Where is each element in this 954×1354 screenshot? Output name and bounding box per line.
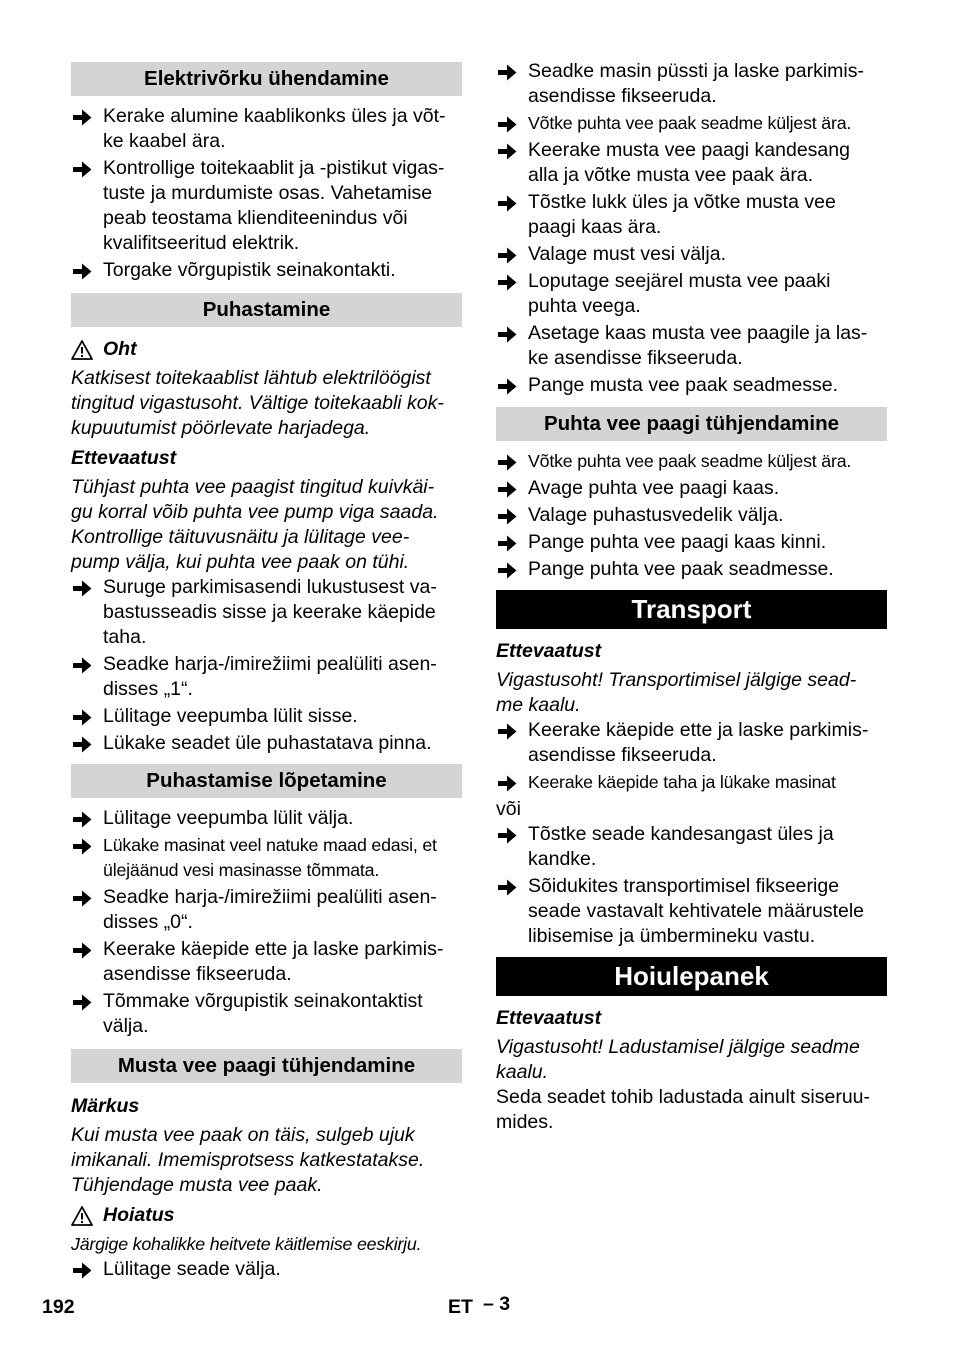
list-item [496, 874, 887, 949]
arrow-right-icon [498, 116, 517, 133]
list-item-text: Kontrollige toitekaablit ja -pistikut vigas- tuste ja murdumiste osas. Vahetamise peab teostama klienditeenindus või kvalifitseeritud elektrik. [103, 157, 445, 254]
bullet-list [71, 806, 462, 1039]
list-item [496, 321, 887, 371]
list-item-text: Loputage seejärel musta vee paaki puhta veega. [528, 270, 831, 317]
caution-text: Vigastusoht! Ladustamisel jälgige seadme kaalu. [496, 1036, 860, 1083]
arrow-bullet [498, 373, 522, 395]
list-item [496, 111, 887, 136]
list-item [71, 833, 462, 883]
list-item [496, 138, 887, 188]
arrow-bullet [498, 190, 522, 212]
arrow-right-icon [498, 143, 517, 160]
caution-text: Vigastusoht! Transportimisel jälgige sead- me kaalu. [496, 669, 857, 716]
arrow-right-icon [73, 838, 92, 855]
arrow-bullet [498, 530, 522, 552]
bullet-list [496, 59, 887, 398]
list-item-text: Keerake musta vee paagi kandesang alla ja võtke musta vee paak ära. [528, 139, 850, 186]
list-item-text: Valage must vesi välja. [528, 243, 726, 265]
arrow-right-icon [498, 562, 517, 579]
list-item-text: Lülitage veepumba lülit välja. [103, 807, 354, 829]
page-number: 192 [42, 1296, 75, 1318]
chapter-heading-transport: Transport [496, 590, 887, 629]
list-item [496, 59, 887, 109]
arrow-right-icon [498, 247, 517, 264]
arrow-right-icon [498, 195, 517, 212]
left-column [71, 62, 462, 1284]
arrow-right-icon [73, 1262, 92, 1279]
arrow-right-icon [73, 109, 92, 126]
arrow-bullet [73, 1257, 97, 1279]
list-item-text: Lülitage seade välja. [103, 1258, 281, 1280]
list-item-text: Keerake käepide taha ja lükake masinat [528, 772, 836, 792]
note-text: Kui musta vee paak on täis, sulgeb ujuk imikanali. Imemisprotsess katkestatakse. Tühjendage musta vee paak. [71, 1124, 425, 1196]
arrow-right-icon [73, 709, 92, 726]
arrow-right-icon [73, 263, 92, 280]
list-item [71, 989, 462, 1039]
arrow-bullet [498, 321, 522, 343]
or-text: või [496, 798, 521, 820]
arrow-right-icon [73, 657, 92, 674]
list-item-text: Keerake käepide ette ja laske parkimis- asendisse fikseeruda. [103, 938, 444, 985]
arrow-right-icon [498, 723, 517, 740]
list-item-text: Torgake võrgupistik seinakontakti. [103, 259, 396, 281]
list-item [496, 242, 887, 267]
section-heading: Elektrivõrku ühendamine [71, 62, 462, 96]
list-item-text: Pange puhta vee paak seadmesse. [528, 558, 834, 580]
list-item-text: Keerake käepide ette ja laske parkimis- asendisse fikseeruda. [528, 719, 869, 766]
arrow-right-icon [73, 580, 92, 597]
list-item-text: Tõstke lukk üles ja võtke musta vee paagi kaas ära. [528, 191, 836, 238]
list-item [496, 269, 887, 319]
arrow-bullet [73, 937, 97, 959]
list-item [71, 156, 462, 256]
danger-label-text: Oht [103, 338, 137, 360]
sub-page-number: – 3 [483, 1293, 511, 1315]
list-item [496, 718, 887, 768]
arrow-bullet [498, 111, 522, 133]
arrow-right-icon [73, 736, 92, 753]
note-label: Märkus [71, 1095, 140, 1117]
list-item [71, 258, 462, 283]
list-item-text: Tõmmake võrgupistik seinakontaktist välja. [103, 990, 423, 1037]
list-item [71, 652, 462, 702]
arrow-bullet [498, 503, 522, 525]
section-heading: Puhastamise lõpetamine [71, 764, 462, 798]
arrow-bullet [498, 59, 522, 81]
arrow-right-icon [498, 879, 517, 896]
right-column [496, 62, 887, 1135]
arrow-bullet [73, 833, 97, 855]
caution-label: Ettevaatust [496, 1007, 602, 1029]
caution-label: Ettevaatust [496, 640, 602, 662]
list-item [71, 704, 462, 729]
arrow-bullet [498, 138, 522, 160]
list-item-text: Pange musta vee paak seadmesse. [528, 374, 839, 396]
section-heading: Musta vee paagi tühjendamine [71, 1049, 462, 1083]
list-item [71, 731, 462, 756]
section-heading: Puhastamine [71, 293, 462, 327]
arrow-right-icon [498, 454, 517, 471]
arrow-bullet [73, 885, 97, 907]
list-item [496, 557, 887, 582]
list-item-text: Asetage kaas musta vee paagile ja las- ke asendisse fikseeruda. [528, 322, 868, 369]
list-item-text: Valage puhastusvedelik välja. [528, 504, 784, 526]
warning-text: Järgige kohalikke heitvete käitlemise eeskirju. [71, 1234, 422, 1254]
list-item [496, 449, 887, 474]
arrow-bullet [73, 104, 97, 126]
arrow-right-icon [498, 508, 517, 525]
arrow-bullet [73, 806, 97, 828]
arrow-bullet [73, 652, 97, 674]
arrow-bullet [498, 874, 522, 896]
list-item-text: Avage puhta vee paagi kaas. [528, 477, 780, 499]
list-item [496, 822, 887, 872]
list-item [71, 575, 462, 650]
arrow-bullet [73, 704, 97, 726]
warning-triangle-icon [71, 340, 93, 360]
language-code: ET [448, 1296, 473, 1318]
arrow-bullet [498, 718, 522, 740]
arrow-right-icon [73, 890, 92, 907]
arrow-right-icon [498, 481, 517, 498]
list-item [496, 476, 887, 501]
list-item [496, 530, 887, 555]
arrow-right-icon [498, 827, 517, 844]
list-item [71, 885, 462, 935]
bullet-list [496, 449, 887, 582]
list-item [71, 806, 462, 831]
list-item-text: Seadke masin püssti ja laske parkimis- asendisse fikseeruda. [528, 60, 864, 107]
arrow-right-icon [498, 274, 517, 291]
bullet-list [71, 104, 462, 283]
list-item [71, 1257, 462, 1282]
list-item-text: Seadke harja-/imirežiimi pealüliti asen- disses „1“. [103, 653, 437, 700]
storage-text: Seda seadet tohib ladustada ainult siseruu- mides. [496, 1086, 871, 1133]
chapter-heading-storage: Hoiulepanek [496, 957, 887, 996]
arrow-right-icon [498, 775, 517, 792]
arrow-right-icon [498, 535, 517, 552]
arrow-bullet [498, 449, 522, 471]
warning-label [71, 1203, 462, 1228]
arrow-bullet [73, 575, 97, 597]
bullet-list [71, 575, 462, 756]
arrow-bullet [498, 557, 522, 579]
bullet-list [496, 822, 887, 949]
list-item-text: Seadke harja-/imirežiimi pealüliti asen- disses „0“. [103, 886, 437, 933]
danger-label [71, 337, 462, 362]
arrow-bullet [498, 770, 522, 792]
arrow-bullet [498, 476, 522, 498]
danger-text: Katkisest toitekaablist lähtub elektrilöögist tingitud vigastusoht. Vältige toitekaabli kok- kupuutumist pöörlevate harjadega. [71, 367, 444, 439]
list-item [71, 104, 462, 154]
arrow-right-icon [73, 942, 92, 959]
list-item-text: Tõstke seade kandesangast üles ja kandke. [528, 823, 834, 870]
arrow-right-icon [498, 326, 517, 343]
list-item [71, 937, 462, 987]
list-item-text: Võtke puhta vee paak seadme küljest ära. [528, 451, 852, 471]
list-item-text: Lükake seadet üle puhastatava pinna. [103, 732, 432, 754]
list-item [496, 190, 887, 240]
list-item-text: Sõidukites transportimisel fikseerige seade vastavalt kehtivatele määrustele libisemise ja ümbermineku vastu. [528, 875, 865, 947]
arrow-right-icon [73, 811, 92, 828]
arrow-bullet [73, 156, 97, 178]
warning-label-text: Hoiatus [103, 1204, 175, 1226]
caution-text: Tühjast puhta vee paagist tingitud kuivkäi- gu korral võib puhta vee pump viga saada. Kontrollige täituvusnäitu ja lülitage vee- pump välja, kui puhta vee paak on tühi. [71, 476, 439, 573]
arrow-right-icon [498, 378, 517, 395]
warning-triangle-icon [71, 1206, 93, 1226]
bullet-list [71, 1257, 462, 1282]
arrow-bullet [498, 242, 522, 264]
list-item [496, 373, 887, 398]
arrow-right-icon [73, 994, 92, 1011]
arrow-bullet [73, 989, 97, 1011]
bullet-list [496, 718, 887, 795]
section-heading: Puhta vee paagi tühjendamine [496, 407, 887, 441]
arrow-bullet [73, 258, 97, 280]
list-item-text: Suruge parkimisasendi lukustusest va- bastusseadis sisse ja keerake käepide taha. [103, 576, 437, 648]
arrow-bullet [498, 822, 522, 844]
list-item-text: Pange puhta vee paagi kaas kinni. [528, 531, 827, 553]
arrow-right-icon [73, 161, 92, 178]
list-item-text: Lükake masinat veel natuke maad edasi, et ülejäänud vesi masinasse tõmmata. [103, 835, 437, 880]
arrow-right-icon [498, 64, 517, 81]
arrow-bullet [73, 731, 97, 753]
list-item-text: Kerake alumine kaablikonks üles ja võt- ke kaabel ära. [103, 105, 446, 152]
caution-label: Ettevaatust [71, 447, 177, 469]
list-item-text: Võtke puhta vee paak seadme küljest ära. [528, 113, 852, 133]
list-item [496, 503, 887, 528]
list-item [496, 770, 887, 795]
list-item-text: Lülitage veepumba lülit sisse. [103, 705, 358, 727]
arrow-bullet [498, 269, 522, 291]
